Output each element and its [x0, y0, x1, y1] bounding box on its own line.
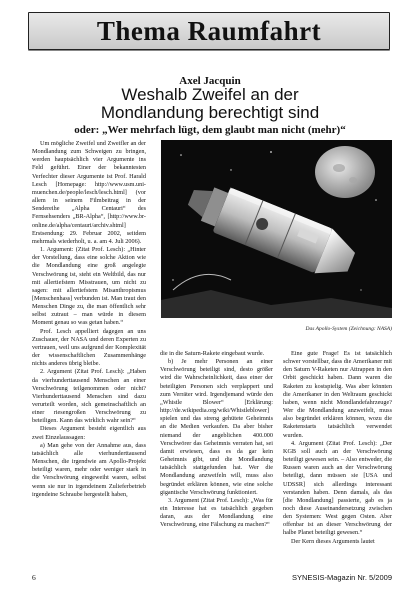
text-column-left: [32, 140, 146, 564]
page-number: 6: [32, 573, 36, 582]
article-author: Axel Jacquin: [179, 75, 241, 87]
paragraph: Dieses Argument besteht eigentlich aus zwei Einzelaussagen:: [32, 425, 146, 441]
article-subheadline: oder: „Wer mehrfach lügt, dem glaubt man nicht (mehr)“: [74, 124, 346, 136]
article-headline: [0, 86, 420, 122]
paragraph: 2. Argument (Zitat Prof. Lesch): „Haben da vierhunderttausend Menschen an einer Verschwörung teilgenommen oder nicht? Vierhunderttausend Menschen sind dazu verurteilt worden, sich gemeinschaftlich an einer riesengroßen Verschwörung zu beteiligen. Kann das wirklich wahr sein?“: [32, 368, 146, 425]
magazine-issue: SYNESIS-Magazin Nr. 5/2009: [291, 573, 392, 582]
headline-line-1: Weshalb Zweifel an der: [121, 85, 299, 104]
paragraph: 4. Argument (Zitat Prof. Lesch): „Der KGB soll auch an der Verschwörung beteiligt gewesen sein. – Also entweder, die Russen waren auch an der Verschwörung beteiligt, dann müssen sie [USA und UDSSR] sich allerdings interessant verstanden haben. Denn damals, als das [die Mondlandung] passierte, gab es ja noch diese Auseinandersetzung zwischen den Systemen: West gegen Osten. Aber offenbar ist an dieser Verschwörung der halbe Planet beteiligt gewesen.“: [283, 439, 392, 537]
paragraph: Der Kern dieses Arguments lautet: [291, 537, 375, 545]
paragraph: 1. Argument: (Zitat Prof. Lesch): „Hinter der Vorstellung, dass eine solche Aktion wie die Mondlandung eine groß angelegte Verschwörung ist, steht ein Weltbild, das nur mit allertiefstem Misstrauen, um nicht zu sagen: mit allertiefstem Misanthropismus [Menschenhass] verbunden ist. Man traut den Menschen Dinge zu, die man öffentlich sehr selbst zutraut – man würde in diesem Moment genau so was getan haben.“: [32, 246, 146, 327]
paragraph: b) Je mehr Personen an einer Verschwörung beteiligt sind, desto größer wird die Wahrscheinlichkeit, dass einer der beteiligten Personen sich verplappert und zum Verräter wird. Irgendjemand würde den „Whistle Blower“ [Erklärung: http://de.wikipedia.org/wiki/Whistleblower] spielen und das streng gehütete Geheimnis an die Medien verkaufen. Da aber bisher niemand der angeblichen 400.000 Verschwörer das Geheimnis verraten hat, sei damit erwiesen, dass es da gar kein Geheimnis gibt, und die Mondlandung tatsächlich stattgefunden hat. Wer die Mondlandung anzweifeln will, muss also begründet erklären können, wie eine solche gigantische Verschwörung funktioniert.: [160, 358, 273, 496]
paragraph: die in die Saturn-Rakete eingebaut wurde.: [160, 350, 265, 357]
paragraph: Prof. Lesch appelliert dagegen an uns Zuschauer, der NASA und deren Experten zu vertrauen, weil uns aufgrund der Komplexität der wissenschaftlichen Zusammenhänge nichts anderes übrig bleibe.: [32, 327, 146, 368]
figure-caption: Das Apollo-System (Zeichnung: NASA): [305, 326, 392, 332]
paragraph: a) Man gehe von der Annahme aus, dass tatsächlich alle vierhunderttausend Menschen, die irgendwie am Apollo-Projekt beteiligt waren, mehr oder weniger stark in die Verschwörung eingeweiht waren, selbst wenn sie nur in irgendeinem Zulieferbetrieb irgendeine Schraube hergestellt haben,: [32, 441, 146, 498]
headline-line-2: Mondlandung berechtigt sind: [100, 103, 320, 122]
text-column-middle: [160, 350, 273, 564]
paragraph: 3. Argument (Zitat Prof. Lesch): „Was für ein Interesse hat es tatsächlich gegeben daran, aus der Mondlandung eine Verschwörung, eine Fälschung zu machen?“: [160, 496, 273, 529]
apollo-spacecraft-image: [161, 140, 392, 318]
section-title: Thema Raumfahrt: [96, 15, 322, 46]
paragraph: Eine gute Frage! Es ist tatsächlich schwer vorstellbar, dass die Amerikaner mit den Saturn V-Raketen nur Attrappen in den Orbit geschickt haben. Dann waren die Raketen zu kostspielig. Was aber könnten die Amerikaner in den Weltraum geschickt haben, wenn nicht Mondlandefahrzeuge? Wer die Mondlandung anzweifelt, muss also begründet erklären können, wozu die Raketenstarts tatsächlich verwendet wurden.: [283, 350, 392, 439]
text-column-right: [283, 350, 392, 564]
section-banner: [28, 12, 390, 50]
apollo-illustration: [161, 140, 392, 318]
paragraph: Um mögliche Zweifel und Zweifler an der Mondlandung zum Schweigen zu bringen, werden hauptsächlich vier Argumente ins Feld geführt. Einer der bekanntesten Verfechter dieser Argumente ist Prof. Harald Lesch [Homepage: http://www.usm.uni-muenchen.de/people/lesch/lesch.html] (vor allem in seinem Filmbeitrag in der Sendereihe „Alpha Centauri“ des Fernsehsenders „BR-Alpha“, [http://www.br-online.de/alpha/centauri/archiv.shtml] Erstsendung: 29. Februar 2002, seitdem mehrmals wiederholt, u. a. am 4. Juli 2006).: [32, 140, 146, 245]
